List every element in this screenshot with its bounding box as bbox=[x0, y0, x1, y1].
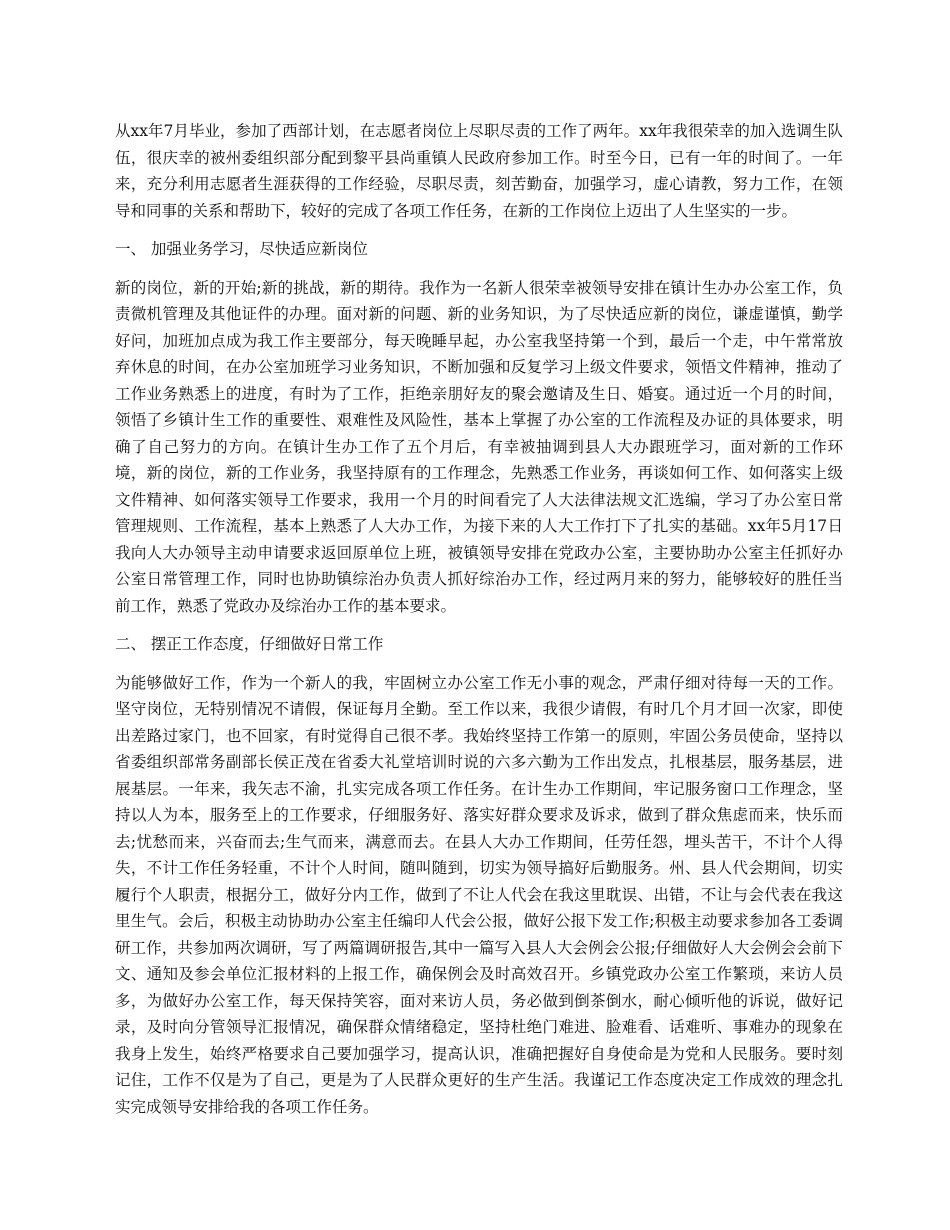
section-body-1: 新的岗位，新的开始;新的挑战，新的期待。我作为一名新人很荣幸被领导安排在镇计生办办公室工作，负责微机管理及其他证件的办理。面对新的问题、新的业务知识，为了尽快适应新的岗位，谦虚谨慎，勤学好问，加班加点成为我工作主要部分，每天晚睡早起，办公室我坚持第一个到，最后一个走，中午常常放弃休息的时间，在办公室加班学习业务知识，不断加强和反复学习上级文件要求，领悟文件精神，推动了工作业务熟悉上的进度，有时为了工作，拒绝亲朋好友的聚会邀请及生日、婚宴。通过近一个月的时间，领悟了乡镇计生工作的重要性、艰难性及风险性，基本上掌握了办公室的工作流程及办证的具体要求，明确了自己努力的方向。在镇计生办工作了五个月后，有幸被抽调到县人大办跟班学习，面对新的工作环境，新的岗位，新的工作业务，我坚持原有的工作理念，先熟悉工作业务，再谈如何工作、如何落实上级文件精神、如何落实领导工作要求，我用一个月的时间看完了人大法律法规文汇选编，学习了办公室日常管理规则、工作流程，基本上熟悉了人大办工作，为接下来的人大工作打下了扎实的基础。xx年5月17日我向人大办领导主动申请要求返回原单位上班，被镇领导安排在党政办公室，主要协助办公室主任抓好办公室日常管理工作，同时也协助镇综治办负责人抓好综治办工作，经过两月来的努力，能够较好的胜任当前工作，熟悉了党政办及综治办工作的基本要求。 bbox=[115, 278, 843, 615]
intro-paragraph: 从xx年7月毕业，参加了西部计划，在志愿者岗位上尽职尽责的工作了两年。xx年我很荣幸的加入选调生队伍，很庆幸的被州委组织部分配到黎平县尚重镇人民政府参加工作。时至今日，已有一年的时间了。一年来，充分利用志愿者生涯获得的工作经验，尽职尽责，刻苦勤奋，加强学习，虚心请教，努力工作，在领导和同事的关系和帮助下，较好的完成了各项工作任务，在新的工作岗位上迈出了人生坚实的一步。 bbox=[115, 122, 843, 220]
section-heading-1: 一、 加强业务学习，尽快适应新岗位 bbox=[115, 240, 368, 258]
section-heading-2: 二、 摆正工作态度，仔细做好日常工作 bbox=[115, 635, 384, 653]
document-body bbox=[115, 118, 843, 1132]
section-body-2: 为能够做好工作，作为一个新人的我，牢固树立办公室工作无小事的观念，严肃仔细对待每一天的工作。坚守岗位，无特别情况不请假，保证每月全勤。至工作以来，我很少请假，有时几个月才回一次家，即使出差路过家门，也不回家，有时觉得自己很不孝。我始终坚持工作第一的原则，牢固公务员使命，坚持以省委组织部常务副部长侯正茂在省委大礼堂培训时说的六多六勤为工作出发点，扎根基层，服务基层，进展基层。一年来，我矢志不渝，扎实完成各项工作任务。在计生办工作期间，牢记服务窗口工作理念，坚持以人为本，服务至上的工作要求，仔细服务好、落实好群众要求及诉求，做到了群众焦虑而来，快乐而去;忧愁而来，兴奋而去;生气而来，满意而去。在县人大办工作期间，任劳任怨，埋头苦干，不计个人得失，不计工作任务轻重，不计个人时间，随叫随到，切实为领导搞好后勤服务。州、县人代会期间，切实履行个人职责，根据分工，做好分内工作，做到了不让人代会在我这里耽误、出错，不让与会代表在我这里生气。会后，积极主动协助办公室主任编印人代会公报，做好公报下发工作;积极主动要求参加各工委调研工作，共参加两次调研，写了两篇调研报告,其中一篇写入县人大会例会公报;仔细做好人大会例会会前下文、通知及参会单位汇报材料的上报工作，确保例会及时高效召开。乡镇党政办公室工作繁琐，来访人员多，为做好办公室工作，每天保持笑容，面对来访人员，务必做到倒茶倒水，耐心倾听他的诉说，做好记录，及时向分管领导汇报情况，确保群众情绪稳定，坚持杜绝门难进、脸难看、话难听、事难办的现象在我身上发生，始终严格要求自己要加强学习，提高认识，准确把握好自身使命是为党和人民服务。要时刻记住，工作不仅是为了自己，更是为了人民群众更好的生产生活。我谨记工作态度决定工作成效的理念扎实完成领导安排给我的各项工作任务。 bbox=[115, 673, 843, 1116]
